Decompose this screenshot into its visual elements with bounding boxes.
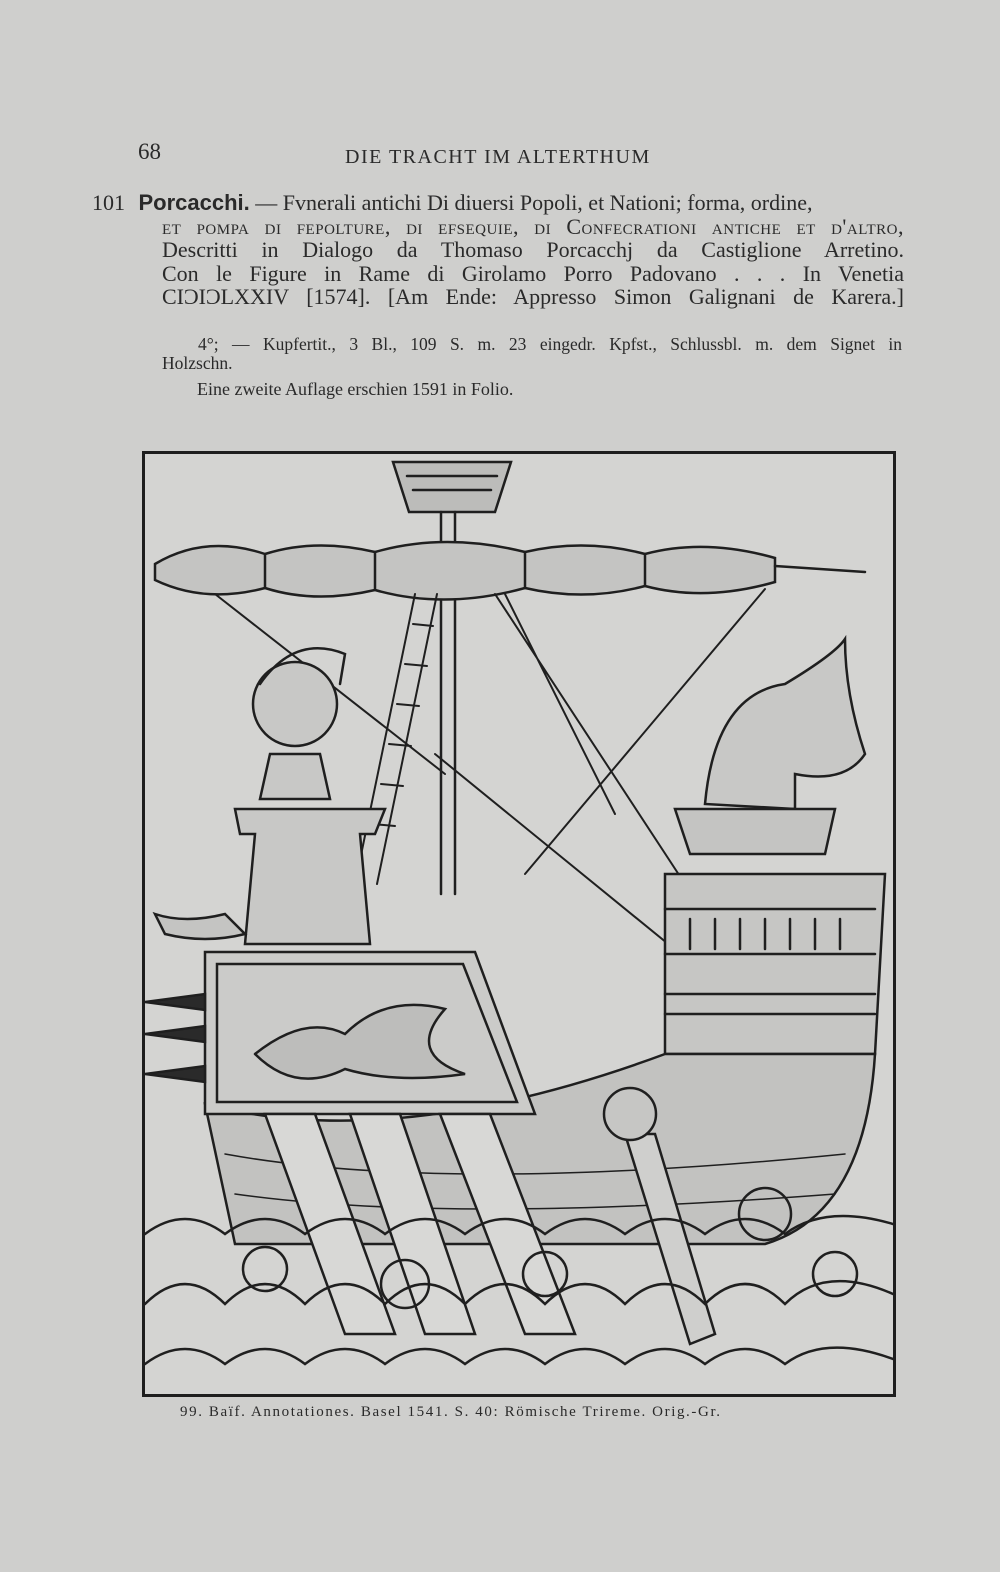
collation-line-2: Holzschn. [162,353,233,373]
rope-ladder [355,594,437,884]
bibliography-entry [92,191,904,309]
entry-title-line-3: Descritti in Dialogo da Thomaso Porcacchj da Castiglione Arretino. [162,237,904,262]
entry-title-line-2: et pompa di fepolture, di efsequie, di Confecrationi antiche et d'altro, [162,213,904,239]
entry-author: Porcacchi. [138,190,250,215]
entry-heading-line [92,191,904,215]
collation-line-1: 4°; — Kupfertit., 3 Bl., 109 S. m. 23 eingedr. Kpfst., Schlussbl. m. dem Signet in [198,334,902,354]
entry-title-line-5: CIϽIϽLXXIV [1574]. [Am Ende: Appresso Simon Galignani de Karera.] [162,284,904,309]
crows-nest [393,462,511,512]
trireme-woodcut [145,454,893,1394]
forecastle [665,874,885,1054]
entry-title-line-4: Con le Figure in Rame di Girolamo Porro Padovano . . . In Venetia [162,260,904,286]
running-title: DIE TRACHT IM ALTERTHUM [345,146,651,168]
furled-sail [155,542,775,600]
page-number: 68 [138,139,161,164]
woodcut-illustration [142,451,896,1397]
dragon-figurehead [705,639,865,809]
figure-caption: 99. Baïf. Annotationes. Basel 1541. S. 40: Römische Trireme. Orig.-Gr. [180,1404,722,1420]
ram-spikes [145,994,205,1082]
entry-title-line-1: — Fvnerali antichi Di diuersi Popoli, et Nationi; forma, ordine, [255,190,813,215]
edition-note: Eine zweite Auflage erschien 1591 in Folio. [197,379,514,399]
stern-pedestal [235,809,385,944]
entry-number: 101 [92,190,125,215]
collation-note [162,335,902,373]
